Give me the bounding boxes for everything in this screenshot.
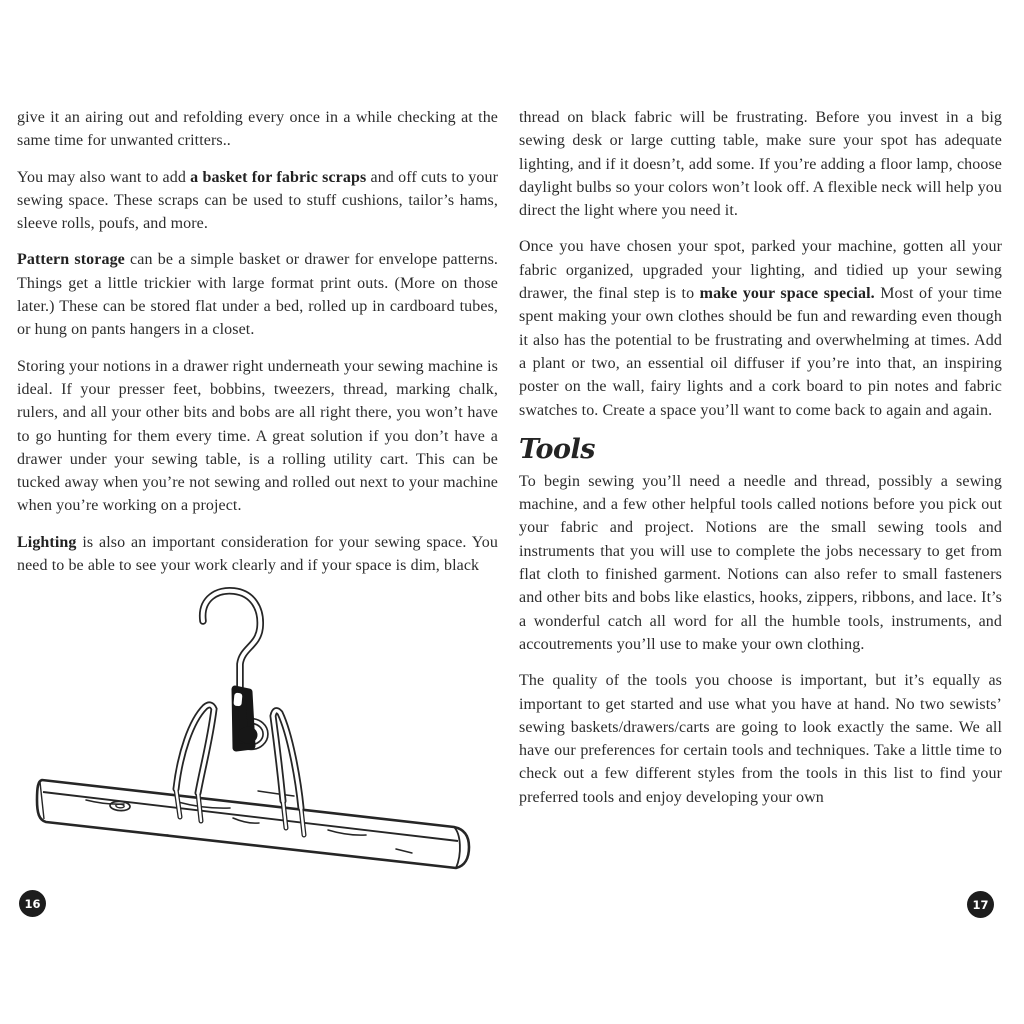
hanger-swivel-knob [239, 727, 258, 744]
paragraph: thread on black fabric will be frustrating. Before you invest in a big sewing desk or large cutting table, make sure your spot has adequate lighting, and if it doesn’t, add some. If you’re adding a floor lamp, choose daylight bulbs so your colors won’t look off. A flexible neck will help you direct the light where you need it. [519, 109, 1002, 220]
page-number-badge-left: 16 [19, 890, 46, 917]
pants-hanger-illustration [28, 586, 483, 881]
paragraph: You may also want to add a basket for fabric scraps and off cuts to your sewing space. These scraps can be used to stuff cushions, tailor’s hams, sleeve rolls, poufs, and more. [17, 168, 499, 233]
page-16-column [17, 106, 498, 590]
paragraph: To begin sewing you’ll need a needle and thread, possibly a sewing machine, and a few other helpful tools called notions before you pick out your fabric and project. Notions are the small sewing tools and instruments that you will use to complete the jobs necessary to get from flat cloth to finished garment. Notions can also refer to small fasteners and other bits and bobs like elastics, hooks, zippers, ribbons, and lace. It’s a wonderful catch all word for all the humble tools, instruments, and accoutrements you’ll use to make your own clothing. [519, 472, 1002, 653]
paragraph: The quality of the tools you choose is important, but it’s equally as important to get started and use what you have at hand. No two sewists’ sewing baskets/drawers/carts are going to look exactly the same. We all have our preferences for certain tools and techniques. Take a little time to check out a few different styles from the tools in this list to find your preferred tools and enjoy developing your own [519, 672, 1002, 806]
paragraph: Pattern storage can be a simple basket or drawer for envelope patterns. Things get a little trickier with large format print outs. (More on those later.) These can be stored flat under a bed, rolled up in cardboard tubes, or hung on pants hangers in a closet. [17, 251, 498, 339]
paragraph: Once you have chosen your spot, parked your machine, gotten all your fabric organized, upgraded your lighting, and tidied up your sewing drawer, the final step is to make your space special. Most of your time spent making your own clothes should be fun and rewarding even though it also has the potential to be frustrating and overwhelming at times. Add a plant or two, an essential oil diffuser if you’re into that, an inspiring poster on the wall, fairy lights and a cork board to pin notes and fabric swatches to. Create a space you’ll want to come back to again and again. [519, 238, 1002, 419]
page-number-badge-right: 17 [967, 891, 994, 918]
page-17-column [519, 106, 1002, 822]
paragraph: give it an airing out and refolding every once in a while checking at the same time for unwanted critters.. [17, 109, 498, 150]
hanger-bar [37, 780, 469, 868]
paragraph: Storing your notions in a drawer right underneath your sewing machine is ideal. If your presser feet, bobbins, tweezers, thread, marking chalk, rulers, and all your other bits and bobs are all right there, you won’t have to go hunting for them every time. A great solution if you don’t have a drawer under your sewing table, is a rolling utility cart. This can be tucked away when you’re not sewing and rolled out next to your machine when you’re working on a project. [17, 357, 498, 515]
paragraph: Lighting is also an important consideration for your sewing space. You need to be able to see your work clearly and if your space is dim, black [17, 533, 498, 575]
hanger-clip [233, 689, 257, 748]
hanger-hook [203, 591, 261, 690]
tools-section-heading: Tools [519, 433, 595, 465]
